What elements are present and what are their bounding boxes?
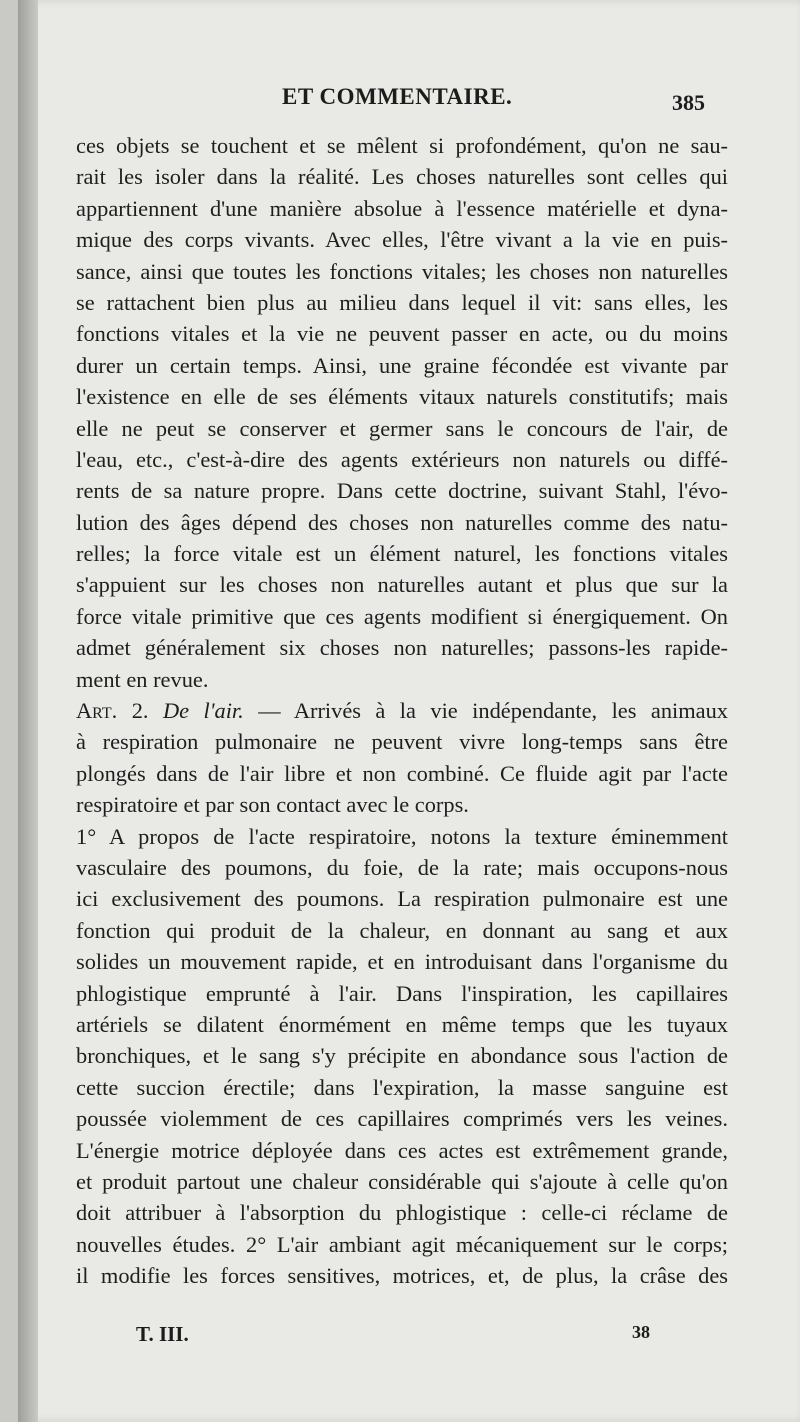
body-text xyxy=(76,130,728,1291)
text-line: phlogistique emprunté à l'air. Dans l'inspiration, les capillaires xyxy=(76,980,728,1006)
text-line: ment en revue. xyxy=(76,666,209,692)
text-line: durer un certain temps. Ainsi, une graine fécondée est vivante par xyxy=(76,352,728,378)
text-line: sance, ainsi que toutes les fonctions vitales; les choses non naturelles xyxy=(76,258,728,284)
text-line: fonctions vitales et la vie ne peuvent passer en acte, ou du moins xyxy=(76,321,728,347)
volume-label: T. III. xyxy=(136,1322,189,1346)
text-line: plongés dans de l'air libre et non combiné. Ce fluide agit par l'acte xyxy=(76,760,728,786)
text-line: artériels se dilatent énormément en même temps que les tuyaux xyxy=(76,1011,728,1037)
page-binding-shadow xyxy=(18,0,38,1422)
text-line: appartiennent d'une manière absolue à l'essence matérielle et dyna- xyxy=(76,195,728,221)
text-line: ces objets se touchent et se mêlent si profondément, qu'on ne sau- xyxy=(76,133,728,158)
text-line: cette succion érectile; dans l'expiration, la masse sanguine est xyxy=(76,1074,728,1100)
text-line: il modifie les forces sensitives, motrices, et, de plus, la crâse des xyxy=(76,1263,728,1289)
text-line: L'énergie motrice déployée dans ces actes est extrêmement grande, xyxy=(76,1137,728,1163)
text-line: rait les isoler dans la réalité. Les choses naturelles sont celles qui xyxy=(76,164,728,190)
text-line: poussée violemment de ces capillaires comprimés vers les veines. xyxy=(76,1106,728,1132)
text-line: nouvelles études. 2° L'air ambiant agit mécaniquement sur le corps; xyxy=(76,1231,728,1257)
text-line: l'existence en elle de ses éléments vitaux naturels constitutifs; mais xyxy=(76,384,728,410)
text-line: lution des âges dépend des choses non naturelles comme des natu- xyxy=(76,509,728,535)
text-line: mique des corps vivants. Avec elles, l'être vivant a la vie en puis- xyxy=(76,227,728,253)
text-line: à respiration pulmonaire ne peuvent vivre long-temps sans être xyxy=(76,729,728,755)
page-footer xyxy=(18,1322,800,1352)
text-line: se rattachent bien plus au milieu dans lequel il vit: sans elles, les xyxy=(76,289,728,315)
paragraph-2 xyxy=(76,726,728,1291)
article-title: De l'air. xyxy=(162,698,244,724)
text-line: admet généralement six choses non naturelles; passons-les rapide- xyxy=(76,635,728,661)
text-line: et produit partout une chaleur considérable qui s'ajoute à celle qu'on xyxy=(76,1168,728,1194)
text-line: relles; la force vitale est un élément naturel, les fonctions vitales xyxy=(76,541,728,567)
text-line: s'appuient sur les choses non naturelles autant et plus que sur la xyxy=(76,572,728,598)
signature-mark: 38 xyxy=(632,1322,650,1342)
running-head xyxy=(18,84,800,120)
text-line: respiratoire et par son contact avec le corps. xyxy=(76,792,469,818)
text-line: bronchiques, et le sang s'y précipite en abondance sous l'action de xyxy=(76,1043,728,1069)
text-line: ici exclusivement des poumons. La respiration pulmonaire est une xyxy=(76,886,728,912)
book-page xyxy=(18,0,800,1422)
text-line: force vitale primitive que ces agents modifient si énergiquement. On xyxy=(76,603,728,629)
article-label: Art. 2. xyxy=(76,698,149,724)
text-line: solides un mouvement rapide, et en introduisant dans l'organisme du xyxy=(76,949,728,975)
paragraph-1 xyxy=(76,130,728,695)
text-line: l'eau, etc., c'est-à-dire des agents extérieurs non naturels ou diffé- xyxy=(76,446,728,472)
text-line: rents de sa nature propre. Dans cette doctrine, suivant Stahl, l'évo- xyxy=(76,478,728,504)
page-number: 385 xyxy=(672,90,705,115)
text-line: elle ne peut se conserver et germer sans le concours de l'air, de xyxy=(76,415,728,441)
text-line: doit attribuer à l'absorption du phlogistique : celle-ci réclame de xyxy=(76,1200,728,1226)
article-first-line: — Arrivés à la vie indépendante, les animaux xyxy=(258,698,728,724)
text-line: 1° A propos de l'acte respiratoire, notons la texture éminemment xyxy=(76,823,728,849)
article-heading-line xyxy=(76,695,728,726)
text-line: vasculaire des poumons, du foie, de la rate; mais occupons-nous xyxy=(76,854,728,880)
text-line: fonction qui produit de la chaleur, en donnant au sang et aux xyxy=(76,917,728,943)
running-head-title: ET COMMENTAIRE. xyxy=(282,84,513,109)
